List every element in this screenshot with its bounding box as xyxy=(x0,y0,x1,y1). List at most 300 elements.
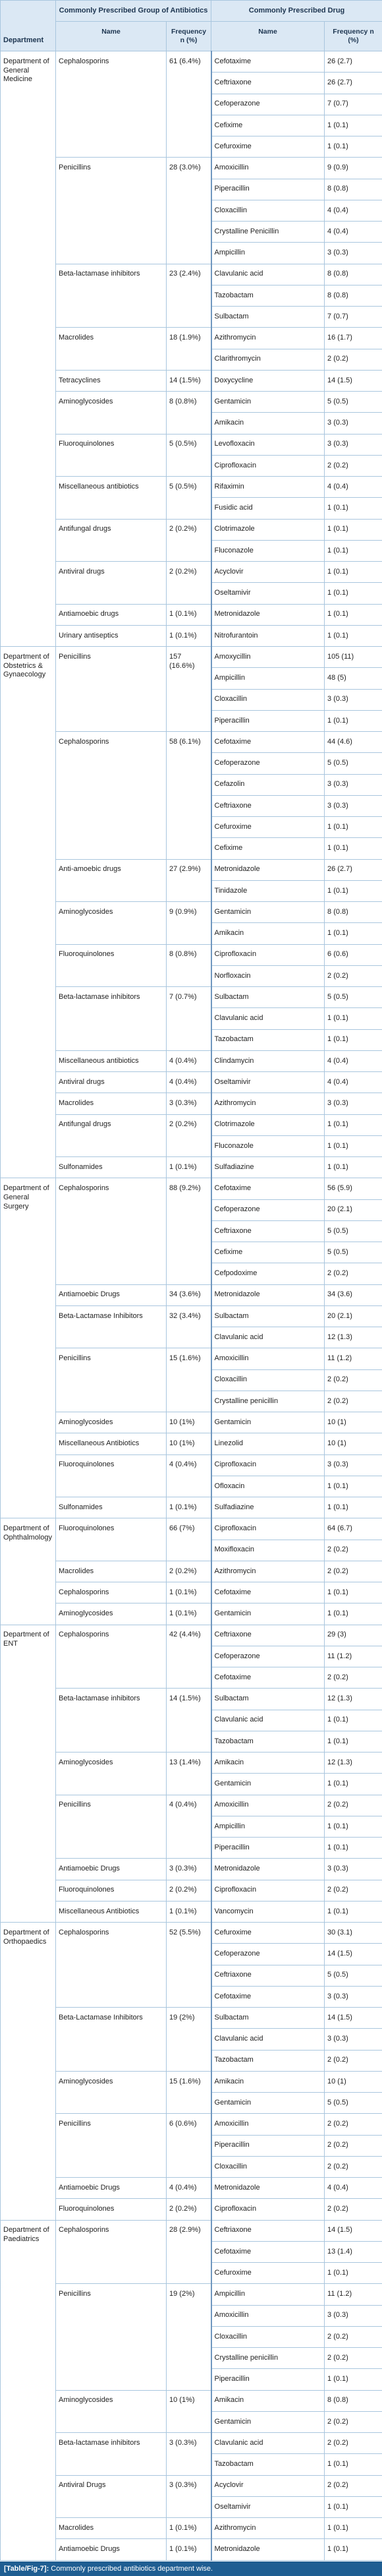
drug-frequency: 11 (1.2) xyxy=(325,1348,382,1369)
group-name: Cephalosporins xyxy=(56,1582,167,1603)
drug-frequency: 10 (1) xyxy=(325,1412,382,1433)
drug-name: Amikacin xyxy=(211,2071,325,2092)
group-name: Beta-Lactamase Inhibitors xyxy=(56,1305,167,1348)
table-row xyxy=(1,562,382,583)
table-row xyxy=(1,1072,382,1093)
group-frequency: 1 (0.1%) xyxy=(167,1497,211,1518)
group-name: Anti-amoebic drugs xyxy=(56,859,167,902)
group-frequency: 15 (1.6%) xyxy=(167,1348,211,1412)
group-name: Antifungal drugs xyxy=(56,519,167,562)
department-name: Department of ENT xyxy=(1,1625,56,1923)
group-name: Sulfonamides xyxy=(56,1497,167,1518)
group-name: Beta-lactamase inhibitors xyxy=(56,264,167,328)
drug-name: Cefotaxime xyxy=(211,1178,325,1199)
drug-name: Cefotaxime xyxy=(211,1667,325,1689)
drug-name: Crystalline Penicillin xyxy=(211,222,325,243)
drug-name: Gentamicin xyxy=(211,1774,325,1795)
group-frequency: 10 (1%) xyxy=(167,1433,211,1454)
drug-name: Ceftriaxone xyxy=(211,1965,325,1986)
drug-frequency: 3 (0.3) xyxy=(325,2305,382,2326)
drug-name: Ciprofloxacin xyxy=(211,455,325,476)
group-frequency: 9 (0.9%) xyxy=(167,902,211,945)
drug-frequency: 1 (0.1) xyxy=(325,2263,382,2284)
drug-name: Ceftriaxone xyxy=(211,73,325,94)
drug-name: Acyclovir xyxy=(211,562,325,583)
drug-frequency: 1 (0.1) xyxy=(325,498,382,519)
table-row xyxy=(1,1284,382,1305)
drug-frequency: 11 (1.2) xyxy=(325,2284,382,2305)
drug-name: Metronidazole xyxy=(211,604,325,625)
table-row xyxy=(1,392,382,413)
group-frequency-header: Frequency n (%) xyxy=(167,22,211,51)
drug-name: Cefixime xyxy=(211,838,325,859)
table-row xyxy=(1,1752,382,1774)
drug-name: Amoxycillin xyxy=(211,647,325,668)
table-row xyxy=(1,1157,382,1178)
drug-frequency: 5 (0.5) xyxy=(325,1965,382,1986)
drug-frequency: 10 (1) xyxy=(325,2071,382,2092)
drug-frequency: 44 (4.6) xyxy=(325,732,382,753)
drug-name: Norfloxacin xyxy=(211,965,325,986)
drug-frequency: 7 (0.7) xyxy=(325,94,382,115)
table-caption xyxy=(0,2561,382,2576)
group-frequency: 1 (0.1%) xyxy=(167,625,211,646)
drug-frequency: 2 (0.2) xyxy=(325,1540,382,1561)
group-name: Cephalosporins xyxy=(56,51,167,158)
drug-name: Clarithromycin xyxy=(211,349,325,370)
table-row xyxy=(1,328,382,349)
drug-name: Vancomycin xyxy=(211,1901,325,1922)
drug-frequency: 8 (0.8) xyxy=(325,285,382,306)
drug-name: Cefoperazone xyxy=(211,1646,325,1667)
group-frequency: 88 (9.2%) xyxy=(167,1178,211,1284)
table-body xyxy=(1,51,382,2561)
group-frequency: 18 (1.9%) xyxy=(167,328,211,371)
drug-name: Ciprofloxacin xyxy=(211,1454,325,1476)
drug-name: Azithromycin xyxy=(211,1561,325,1582)
table-row xyxy=(1,1603,382,1625)
table-row xyxy=(1,1582,382,1603)
drug-frequency: 2 (0.2) xyxy=(325,2411,382,2432)
table-row xyxy=(1,2008,382,2029)
drug-name: Fluconazole xyxy=(211,540,325,561)
drug-frequency: 1 (0.1) xyxy=(325,2369,382,2390)
group-header: Commonly Prescribed Group of Antibiotics xyxy=(56,1,211,22)
drug-name: Acyclovir xyxy=(211,2475,325,2496)
group-name: Penicillins xyxy=(56,647,167,732)
drug-frequency: 3 (0.3) xyxy=(325,795,382,816)
drug-name: Fusidic acid xyxy=(211,498,325,519)
group-name: Beta-Lactamase Inhibitors xyxy=(56,2008,167,2072)
drug-name: Cloxacillin xyxy=(211,2326,325,2347)
table-row xyxy=(1,625,382,646)
group-frequency: 4 (0.4%) xyxy=(167,2178,211,2199)
drug-header: Commonly Prescribed Drug xyxy=(211,1,382,22)
drug-frequency: 8 (0.8) xyxy=(325,264,382,285)
group-frequency: 1 (0.1%) xyxy=(167,1582,211,1603)
drug-name: Cefoperazone xyxy=(211,1944,325,1965)
drug-name: Cefixime xyxy=(211,115,325,136)
drug-frequency: 26 (2.7) xyxy=(325,859,382,880)
drug-name-header: Name xyxy=(211,22,325,51)
drug-name: Crystalline penicillin xyxy=(211,1391,325,1412)
drug-name: Clotrimazole xyxy=(211,1114,325,1135)
drug-name: Piperacillin xyxy=(211,710,325,731)
group-name: Urinary antiseptics xyxy=(56,625,167,646)
group-name: Cephalosporins xyxy=(56,1923,167,2008)
drug-frequency-header: Frequency n (%) xyxy=(325,22,382,51)
drug-frequency: 3 (0.3) xyxy=(325,1859,382,1880)
drug-name: Cefazolin xyxy=(211,774,325,795)
drug-name: Cefotaxime xyxy=(211,51,325,73)
table-row xyxy=(1,1518,382,1540)
drug-frequency: 1 (0.1) xyxy=(325,562,382,583)
drug-frequency: 6 (0.6) xyxy=(325,944,382,965)
drug-name: Amoxicillin xyxy=(211,158,325,179)
drug-name: Levofloxacin xyxy=(211,434,325,455)
drug-name: Cefpodoxime xyxy=(211,1263,325,1284)
group-frequency: 2 (0.2%) xyxy=(167,1561,211,1582)
drug-frequency: 3 (0.3) xyxy=(325,413,382,434)
drug-name: Tazobactam xyxy=(211,2050,325,2071)
group-frequency: 19 (2%) xyxy=(167,2008,211,2072)
table-row xyxy=(1,1561,382,1582)
group-frequency: 2 (0.2%) xyxy=(167,562,211,605)
group-frequency: 3 (0.3%) xyxy=(167,2433,211,2476)
department-name: Department of General Medicine xyxy=(1,51,56,647)
table-row xyxy=(1,902,382,923)
drug-frequency: 1 (0.1) xyxy=(325,1029,382,1050)
group-name: Antifungal drugs xyxy=(56,1114,167,1157)
group-name: Fluoroquinolones xyxy=(56,1454,167,1497)
drug-name: Cloxacillin xyxy=(211,1369,325,1391)
group-name: Macrolides xyxy=(56,328,167,371)
group-frequency: 28 (3.0%) xyxy=(167,158,211,264)
drug-name: Amoxicillin xyxy=(211,2305,325,2326)
drug-name: Tazobactam xyxy=(211,285,325,306)
drug-frequency: 2 (0.2) xyxy=(325,2348,382,2369)
table-row xyxy=(1,2390,382,2411)
drug-frequency: 2 (0.2) xyxy=(325,2433,382,2454)
drug-frequency: 2 (0.2) xyxy=(325,1880,382,1901)
group-frequency: 19 (2%) xyxy=(167,2284,211,2390)
drug-frequency: 1 (0.1) xyxy=(325,583,382,604)
table-row xyxy=(1,2518,382,2539)
drug-frequency: 14 (1.5) xyxy=(325,2008,382,2029)
table-row xyxy=(1,477,382,498)
group-name: Penicillins xyxy=(56,2284,167,2390)
drug-frequency: 1 (0.1) xyxy=(325,1114,382,1135)
group-frequency: 5 (0.5%) xyxy=(167,477,211,520)
group-name: Penicillins xyxy=(56,1795,167,1859)
department-name: Department of Obstetrics & Gynaecology xyxy=(1,647,56,1178)
drug-name: Sulbactam xyxy=(211,307,325,328)
drug-frequency: 1 (0.1) xyxy=(325,625,382,646)
drug-name: Piperacillin xyxy=(211,2135,325,2156)
drug-frequency: 1 (0.1) xyxy=(325,838,382,859)
drug-name: Oseltamivir xyxy=(211,2496,325,2517)
department-header: Department xyxy=(1,1,56,51)
drug-frequency: 1 (0.1) xyxy=(325,2518,382,2539)
drug-frequency: 5 (0.5) xyxy=(325,392,382,413)
drug-frequency: 1 (0.1) xyxy=(325,1476,382,1497)
drug-name: Ceftriaxone xyxy=(211,795,325,816)
table-row xyxy=(1,2539,382,2560)
table-row xyxy=(1,51,382,73)
drug-frequency: 64 (6.7) xyxy=(325,1518,382,1540)
drug-frequency: 10 (1) xyxy=(325,1433,382,1454)
drug-name: Fluconazole xyxy=(211,1135,325,1156)
group-name: Miscellaneous Antibiotics xyxy=(56,1901,167,1922)
table-row xyxy=(1,1923,382,1944)
table-row xyxy=(1,1901,382,1922)
table-row xyxy=(1,370,382,391)
drug-frequency: 2 (0.2) xyxy=(325,2199,382,2220)
table-row xyxy=(1,2178,382,2199)
table-row xyxy=(1,2071,382,2092)
table-row xyxy=(1,1348,382,1369)
group-frequency: 15 (1.6%) xyxy=(167,2071,211,2114)
drug-name: Tinidazole xyxy=(211,880,325,901)
drug-name: Cloxacillin xyxy=(211,2156,325,2177)
drug-frequency: 1 (0.1) xyxy=(325,2539,382,2560)
drug-frequency: 2 (0.2) xyxy=(325,1263,382,1284)
caption-text: Commonly prescribed antibiotics department wise. xyxy=(51,2565,213,2573)
caption-label: [Table/Fig-7]: xyxy=(4,2565,49,2573)
group-frequency: 4 (0.4%) xyxy=(167,1050,211,1071)
group-name: Antiviral Drugs xyxy=(56,2475,167,2518)
drug-frequency: 4 (0.4) xyxy=(325,200,382,221)
drug-frequency: 56 (5.9) xyxy=(325,1178,382,1199)
drug-name: Ciprofloxacin xyxy=(211,944,325,965)
drug-frequency: 3 (0.3) xyxy=(325,434,382,455)
drug-name: Nitrofurantoin xyxy=(211,625,325,646)
drug-frequency: 12 (1.3) xyxy=(325,1752,382,1774)
group-name: Penicillins xyxy=(56,158,167,264)
group-name: Cephalosporins xyxy=(56,1178,167,1284)
drug-name: Sulbactam xyxy=(211,1689,325,1710)
department-name: Department of Paediatrics xyxy=(1,2220,56,2560)
header-row-2 xyxy=(1,22,382,51)
drug-frequency: 4 (0.4) xyxy=(325,2178,382,2199)
group-frequency: 14 (1.5%) xyxy=(167,370,211,391)
drug-frequency: 3 (0.3) xyxy=(325,1454,382,1476)
drug-frequency: 7 (0.7) xyxy=(325,307,382,328)
table-row xyxy=(1,158,382,179)
drug-frequency: 3 (0.3) xyxy=(325,1093,382,1114)
drug-frequency: 3 (0.3) xyxy=(325,774,382,795)
group-frequency: 32 (3.4%) xyxy=(167,1305,211,1348)
drug-name: Tazobactam xyxy=(211,2454,325,2475)
group-name: Fluoroquinolones xyxy=(56,1518,167,1561)
drug-frequency: 14 (1.5) xyxy=(325,370,382,391)
group-frequency: 1 (0.1%) xyxy=(167,2518,211,2539)
drug-name: Piperacillin xyxy=(211,2369,325,2390)
group-frequency: 4 (0.4%) xyxy=(167,1454,211,1497)
drug-name: Ciprofloxacin xyxy=(211,1880,325,1901)
group-frequency: 3 (0.3%) xyxy=(167,1093,211,1114)
group-name: Antiamoebic Drugs xyxy=(56,2539,167,2560)
drug-name: Moxifloxacin xyxy=(211,1540,325,1561)
group-frequency: 42 (4.4%) xyxy=(167,1625,211,1689)
drug-name: Linezolid xyxy=(211,1433,325,1454)
group-frequency: 34 (3.6%) xyxy=(167,1284,211,1305)
group-name: Antiamoebic Drugs xyxy=(56,2178,167,2199)
drug-name: Ciprofloxacin xyxy=(211,2199,325,2220)
drug-name: Sulbactam xyxy=(211,1305,325,1327)
drug-frequency: 34 (3.6) xyxy=(325,1284,382,1305)
department-name: Department of Orthopaedics xyxy=(1,1923,56,2221)
drug-frequency: 8 (0.8) xyxy=(325,179,382,200)
group-frequency: 1 (0.1%) xyxy=(167,1901,211,1922)
group-frequency: 2 (0.2%) xyxy=(167,519,211,562)
drug-name: Metronidazole xyxy=(211,2178,325,2199)
drug-name: Cefotaxime xyxy=(211,732,325,753)
group-frequency: 1 (0.1%) xyxy=(167,1603,211,1625)
drug-frequency: 2 (0.2) xyxy=(325,2156,382,2177)
group-frequency: 28 (2.9%) xyxy=(167,2220,211,2284)
group-name: Aminoglycosides xyxy=(56,1752,167,1795)
header-row-1 xyxy=(1,1,382,22)
table-row xyxy=(1,1880,382,1901)
drug-frequency: 12 (1.3) xyxy=(325,1327,382,1348)
drug-name: Tazobactam xyxy=(211,1731,325,1752)
group-frequency: 2 (0.2%) xyxy=(167,1880,211,1901)
drug-name: Cefotaxime xyxy=(211,1986,325,2007)
group-name: Antiamoebic Drugs xyxy=(56,1859,167,1880)
group-frequency: 7 (0.7%) xyxy=(167,987,211,1051)
drug-frequency: 13 (1.4) xyxy=(325,2241,382,2262)
drug-name: Piperacillin xyxy=(211,1838,325,1859)
group-name-header: Name xyxy=(56,22,167,51)
drug-frequency: 1 (0.1) xyxy=(325,817,382,838)
table-row xyxy=(1,1114,382,1135)
drug-frequency: 4 (0.4) xyxy=(325,1072,382,1093)
group-name: Antiviral drugs xyxy=(56,562,167,605)
group-name: Antiamoebic drugs xyxy=(56,604,167,625)
drug-frequency: 1 (0.1) xyxy=(325,1774,382,1795)
drug-name: Piperacillin xyxy=(211,179,325,200)
drug-frequency: 1 (0.1) xyxy=(325,1008,382,1029)
drug-frequency: 29 (3) xyxy=(325,1625,382,1646)
group-name: Aminoglycosides xyxy=(56,902,167,945)
group-name: Macrolides xyxy=(56,1093,167,1114)
group-frequency: 8 (0.8%) xyxy=(167,944,211,987)
drug-name: Amoxicillin xyxy=(211,2114,325,2135)
drug-frequency: 1 (0.1) xyxy=(325,1838,382,1859)
table-row xyxy=(1,1689,382,1710)
drug-frequency: 1 (0.1) xyxy=(325,1731,382,1752)
drug-name: Gentamicin xyxy=(211,392,325,413)
group-name: Beta-lactamase inhibitors xyxy=(56,1689,167,1752)
drug-frequency: 1 (0.1) xyxy=(325,115,382,136)
drug-frequency: 14 (1.5) xyxy=(325,1944,382,1965)
drug-frequency: 1 (0.1) xyxy=(325,1816,382,1837)
group-name: Penicillins xyxy=(56,1348,167,1412)
table-row xyxy=(1,1497,382,1518)
table-row xyxy=(1,1093,382,1114)
drug-name: Cefotaxime xyxy=(211,2241,325,2262)
table-row xyxy=(1,2114,382,2135)
drug-name: Oseltamivir xyxy=(211,583,325,604)
table-row xyxy=(1,1412,382,1433)
table-row xyxy=(1,519,382,540)
group-name: Cephalosporins xyxy=(56,1625,167,1689)
drug-frequency: 2 (0.2) xyxy=(325,1391,382,1412)
drug-frequency: 1 (0.1) xyxy=(325,2454,382,2475)
drug-frequency: 1 (0.1) xyxy=(325,923,382,944)
group-name: Aminoglycosides xyxy=(56,392,167,434)
drug-name: Cloxacillin xyxy=(211,200,325,221)
drug-name: Clavulanic acid xyxy=(211,2433,325,2454)
department-name: Department of Ophthalmology xyxy=(1,1518,56,1625)
drug-frequency: 1 (0.1) xyxy=(325,519,382,540)
drug-frequency: 1 (0.1) xyxy=(325,1603,382,1625)
drug-name: Ampicillin xyxy=(211,243,325,264)
drug-name: Ciprofloxacin xyxy=(211,1518,325,1540)
group-frequency: 2 (0.2%) xyxy=(167,1114,211,1157)
drug-frequency: 20 (2.1) xyxy=(325,1199,382,1220)
drug-frequency: 1 (0.1) xyxy=(325,2496,382,2517)
drug-frequency: 14 (1.5) xyxy=(325,2220,382,2241)
drug-name: Clavulanic acid xyxy=(211,2029,325,2050)
drug-name: Clavulanic acid xyxy=(211,264,325,285)
drug-name: Metronidazole xyxy=(211,1859,325,1880)
drug-frequency: 3 (0.3) xyxy=(325,2029,382,2050)
drug-frequency: 3 (0.3) xyxy=(325,689,382,710)
drug-frequency: 3 (0.3) xyxy=(325,243,382,264)
drug-name: Cefixime xyxy=(211,1242,325,1263)
drug-frequency: 2 (0.2) xyxy=(325,2050,382,2071)
drug-name: Clindamycin xyxy=(211,1050,325,1071)
drug-name: Cefuroxime xyxy=(211,1923,325,1944)
group-name: Miscellaneous antibiotics xyxy=(56,1050,167,1071)
drug-name: Cefuroxime xyxy=(211,136,325,158)
group-frequency: 3 (0.3%) xyxy=(167,1859,211,1880)
table-row xyxy=(1,264,382,285)
drug-name: Azithromycin xyxy=(211,328,325,349)
table-row xyxy=(1,434,382,455)
drug-frequency: 2 (0.2) xyxy=(325,1369,382,1391)
group-name: Miscellaneous Antibiotics xyxy=(56,1433,167,1454)
group-name: Beta-lactamase inhibitors xyxy=(56,2433,167,2476)
drug-frequency: 105 (11) xyxy=(325,647,382,668)
group-name: Macrolides xyxy=(56,2518,167,2539)
drug-frequency: 2 (0.2) xyxy=(325,1667,382,1689)
drug-name: Rifaximin xyxy=(211,477,325,498)
drug-frequency: 20 (2.1) xyxy=(325,1305,382,1327)
group-name: Fluoroquinolones xyxy=(56,1880,167,1901)
group-name: Sulfonamides xyxy=(56,1157,167,1178)
drug-name: Ceftriaxone xyxy=(211,1625,325,1646)
drug-frequency: 2 (0.2) xyxy=(325,965,382,986)
group-frequency: 3 (0.3%) xyxy=(167,2475,211,2518)
drug-name: Clavulanic acid xyxy=(211,1008,325,1029)
table-row xyxy=(1,1859,382,1880)
drug-name: Cefoperazone xyxy=(211,1199,325,1220)
group-name: Cephalosporins xyxy=(56,2220,167,2284)
drug-frequency: 1 (0.1) xyxy=(325,604,382,625)
drug-name: Sulfadiazine xyxy=(211,1157,325,1178)
drug-name: Sulbactam xyxy=(211,2008,325,2029)
group-name: Macrolides xyxy=(56,1561,167,1582)
drug-frequency: 2 (0.2) xyxy=(325,2135,382,2156)
drug-name: Amoxicillin xyxy=(211,1795,325,1816)
group-frequency: 14 (1.5%) xyxy=(167,1689,211,1752)
table-row xyxy=(1,732,382,753)
drug-name: Metronidazole xyxy=(211,2539,325,2560)
table-row xyxy=(1,2199,382,2220)
